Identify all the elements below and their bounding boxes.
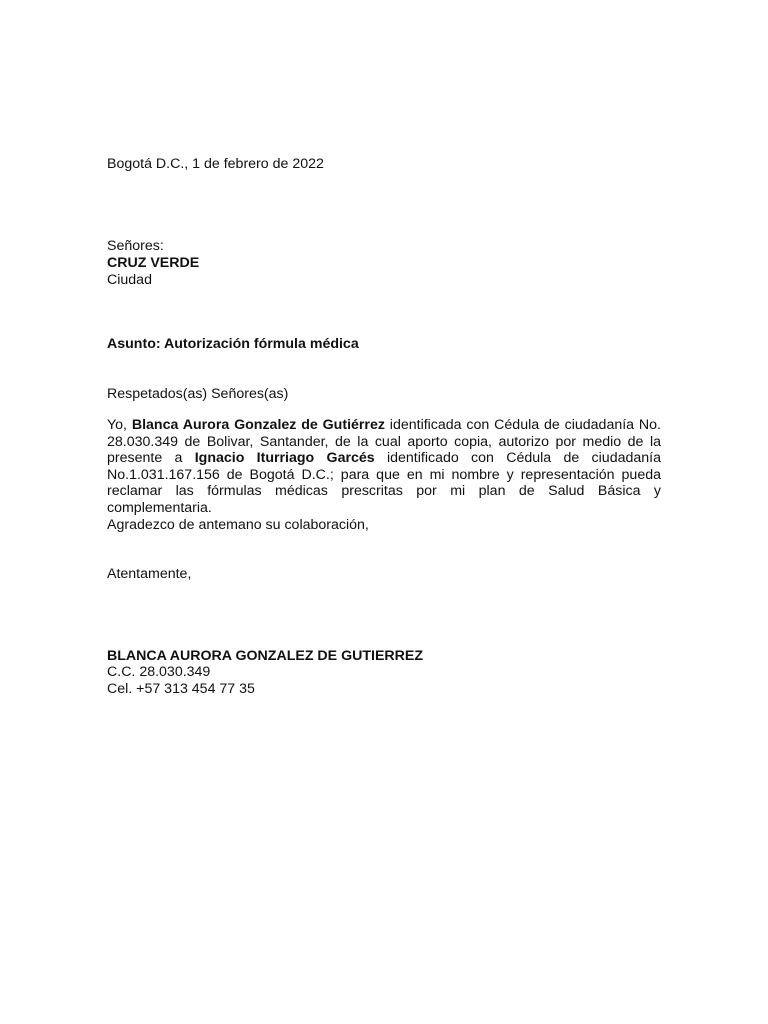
signature-name: BLANCA AURORA GONZALEZ DE GUTIERREZ	[107, 648, 424, 664]
signature-phone: Cel. +57 313 454 77 35	[107, 681, 255, 697]
body-text-part2: identificada con Cédula de ciudadanía No. 28.030.349 de Bolivar, Santander, de la cual aporto copia, autorizo por medio de la presente a	[107, 417, 661, 467]
date-line: Bogotá D.C., 1 de febrero de 2022	[107, 156, 324, 172]
grantor-name: Blanca Aurora Gonzalez de Gutiérrez	[131, 417, 385, 433]
recipient-salutation: Señores:	[107, 238, 164, 254]
thanks-line: Agradezco de antemano su colaboración,	[107, 517, 369, 533]
subject-line: Asunto: Autorización fórmula médica	[107, 336, 359, 352]
authorized-name: Ignacio Iturriago Garcés	[194, 450, 375, 467]
greeting-line: Respetados(as) Señores(as)	[107, 386, 289, 402]
closing-line: Atentamente,	[107, 566, 192, 582]
body-text-part3: identificado con Cédula de ciudadanía No.1.031.167.156 de Bogotá D.C.; para que en mi nombre y representación pueda reclamar las fórmulas médicas prescritas por mi plan de Salud Básica y complementaria.	[107, 450, 661, 516]
recipient-name: CRUZ VERDE	[107, 255, 200, 271]
signature-id: C.C. 28.030.349	[107, 664, 211, 680]
letter-page	[107, 0, 661, 1024]
body-text-part1: Yo,	[107, 417, 132, 433]
body-paragraph	[107, 417, 661, 517]
recipient-city: Ciudad	[107, 272, 152, 288]
